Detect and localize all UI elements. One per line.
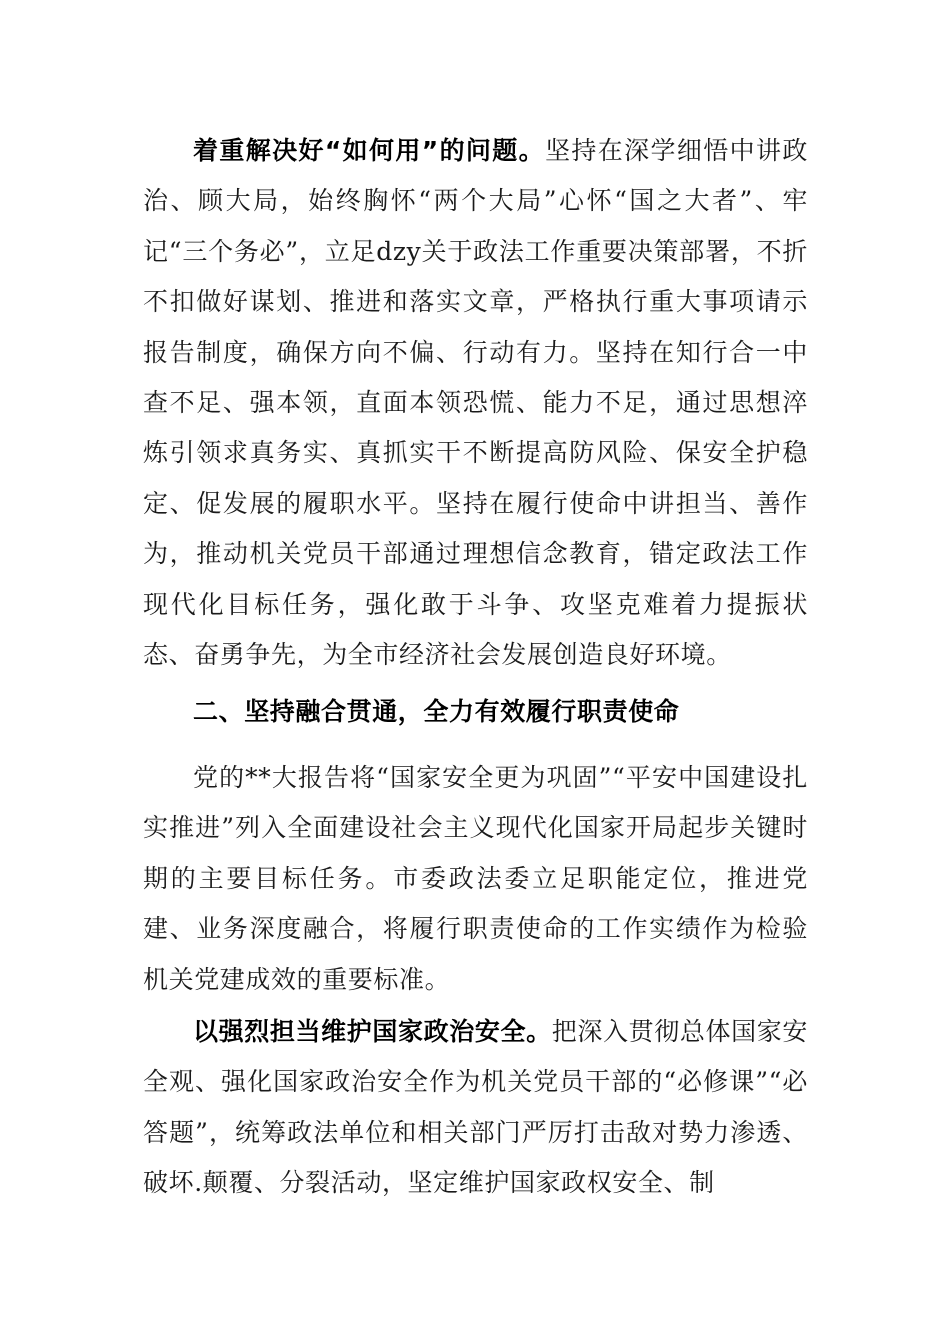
paragraph-1 <box>143 126 808 680</box>
paragraph-1-text <box>143 126 808 680</box>
paragraph-2-text: 党的**大报告将“国家安全更为巩固”“平安中国建设扎实推进”列入全面建设社会主义现代化国家开局起步关键时期的主要目标任务。市委政法委立足职能定位，推进党建、业务深度融合，将履行职责使命的工作实绩作为检验机关党建成效的重要标准。 <box>143 763 808 994</box>
paragraph-3-lead: 以强烈担当维护国家政治安全。 <box>193 1017 552 1046</box>
paragraph-3-body: 把深入贯彻总体国家安全观、强化国家政治安全作为机关党员干部的“必修课”“必答题”，统筹政法单位和相关部门严厉打击敌对势力渗透、破坏.颠覆、分裂活动，坚定维护国家政权安全、制 <box>143 1017 808 1198</box>
paragraph-3-text <box>143 1007 808 1209</box>
paragraph-2 <box>143 753 808 1005</box>
paragraph-1-lead: 着重解决好“如何用”的问题。 <box>193 136 546 165</box>
section-2-heading-block <box>143 687 808 737</box>
section-2-heading: 二、坚持融合贯通，全力有效履行职责使命 <box>193 697 680 726</box>
paragraph-1-body: 坚持在深学细悟中讲政治、顾大局，始终胸怀“两个大局”心怀“国之大者”、牢记“三个务必”，立足dzy关于政法工作重要决策部署，不折不扣做好谋划、推进和落实文章，严格执行重大事项请示报告制度，确保方向不偏、行动有力。坚持在知行合一中查不足、强本领，直面本领恐慌、能力不足，通过思想淬炼引领求真务实、真抓实干不断提高防风险、保安全护稳定、促发展的履职水平。坚持在履行使命中讲担当、善作为，推动机关党员干部通过理想信念教育，错定政法工作现代化目标任务，强化敢于斗争、攻坚克难着力提振状态、奋勇争先，为全市经济社会发展创造良好环境。 <box>143 136 808 670</box>
paragraph-3 <box>143 1007 808 1209</box>
